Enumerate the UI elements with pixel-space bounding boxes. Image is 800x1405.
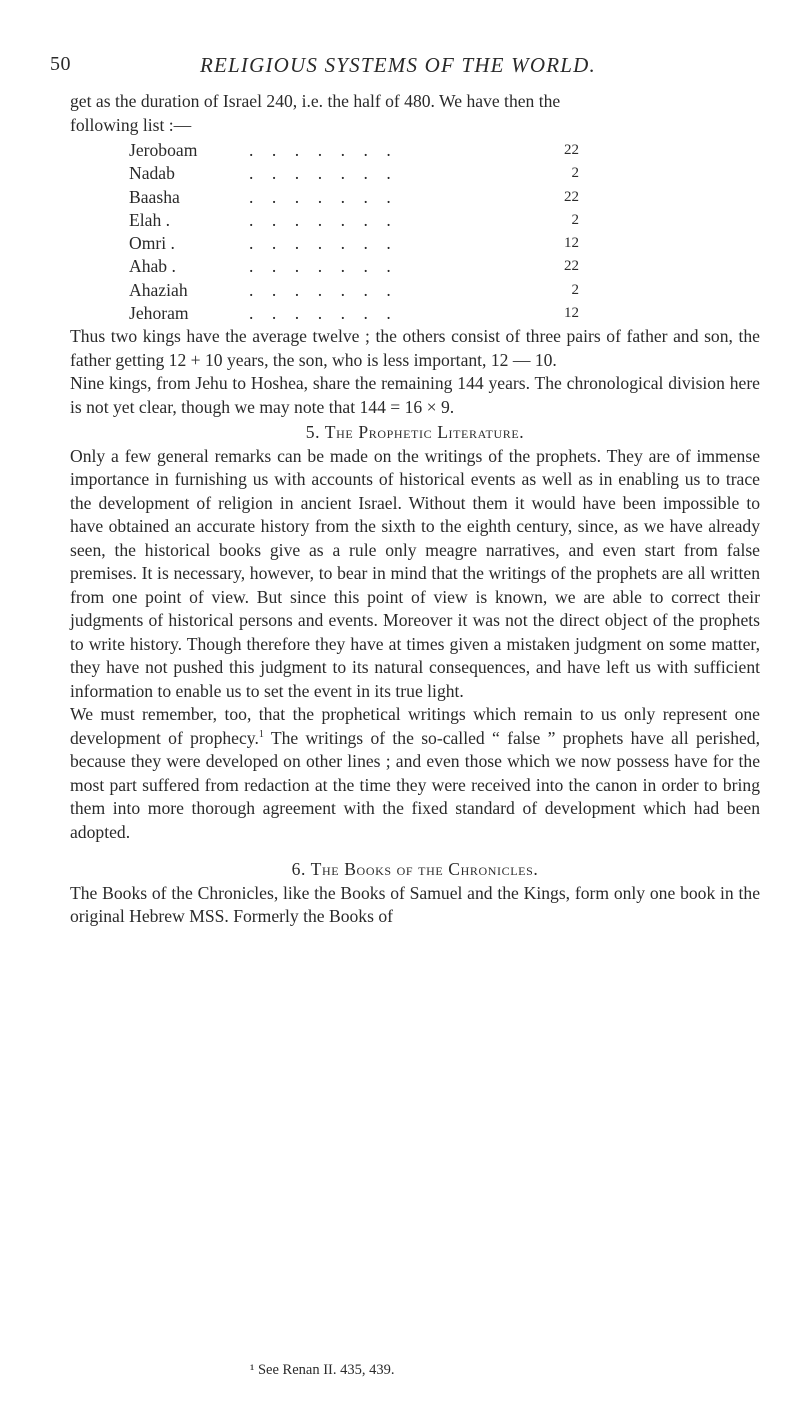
paragraph: The Books of the Chronicles, like the Books of Samuel and the Kings, form only one book in the original Hebrew MSS. Formerly the Books of: [70, 882, 760, 926]
kings-list: [129, 139, 629, 325]
paragraph: Only a few general remarks can be made on the writings of the prophets. They are of immense importance in furnishing us with accounts of historical events as well as in enabling us to trace the development of religion in ancient Israel. Without them it would have been impossible to have obtained an accurate history from the sixth to the eighth century, since, as we have already seen, the historical books give as a rule only meagre narratives, and even start from false premises. It is necessary, however, to bear in mind that the writings of the prophets are all written from one point of view. But since this point of view is known, we are able to correct their judgments of historical persons and events. Moreover it was not the direct object of the prophets to write history. Though therefore they have at times given a mistaken judgment on some matter, they have not pushed this judgment to its natural consequences, and have left us with sufficient information to enable us to set the event in its true light.: [70, 445, 760, 701]
leader-dots: .......: [249, 140, 410, 160]
intro-text: [70, 90, 760, 137]
paragraph: Thus two kings have the average twelve ; the others consist of three pairs of father and son, the father getting 12 + 10 years, the son, who is less important, 12 — 10.: [70, 326, 760, 370]
list-item: [129, 232, 629, 255]
king-name: Jehoram: [129, 303, 189, 324]
footnote-mark: 1: [258, 728, 264, 740]
king-name: Jeroboam: [129, 140, 198, 160]
leader-dots: .......: [249, 233, 410, 254]
king-name: Ahaziah: [129, 279, 188, 300]
leader-dots: .......: [249, 163, 410, 184]
leader-dots: .......: [249, 209, 410, 230]
section-heading-6: 6. The Books of the Chronicles.: [291, 859, 539, 879]
king-years: 22: [564, 188, 579, 205]
list-item: [129, 139, 629, 162]
list-item: [129, 255, 629, 278]
page-number: 50: [50, 53, 71, 75]
footnote: ¹ See Renan II. 435, 439.: [250, 1362, 395, 1378]
leader-dots: .......: [249, 256, 410, 277]
king-years: 22: [564, 142, 579, 158]
king-years: 12: [564, 305, 579, 322]
running-head: RELIGIOUS SYSTEMS OF THE WORLD.: [200, 53, 596, 77]
king-years: 2: [571, 165, 579, 182]
list-item: [129, 209, 629, 232]
intro-line-1: get as the duration of Israel 240, i.e. the half of 480. We have then the: [70, 91, 561, 111]
king-name: Nadab: [129, 163, 175, 184]
page-header: [50, 53, 770, 83]
leader-dots: .......: [249, 279, 410, 300]
list-item: [129, 302, 629, 325]
main-text: [70, 325, 760, 929]
king-years: 12: [564, 235, 579, 252]
king-years: 2: [571, 211, 579, 228]
paragraph-text: The writings of the so-called “ false ” prophets have all perished, because they were developed on other lines ; and even those which we now possess have for the most part suffered from redaction at the time they were received into the canon in order to bring them into more thorough agreement with the fixed standard of development which had been adopted.: [70, 727, 760, 842]
list-item: [129, 162, 629, 185]
section-heading-5: 5. The Prophetic Literature.: [305, 422, 525, 442]
paragraph: Nine kings, from Jehu to Hoshea, share the remaining 144 years. The chronological division here is not yet clear, though we may note that 144 = 16 × 9.: [70, 373, 760, 417]
paragraph-text: We must remember, too, that the prophetical writings which remain to us only represent one development of prophecy.: [70, 704, 760, 748]
king-name: Baasha: [129, 186, 180, 207]
king-years: 2: [571, 281, 579, 298]
leader-dots: .......: [249, 303, 410, 324]
leader-dots: .......: [249, 186, 410, 207]
intro-line-2: following list :—: [70, 114, 192, 135]
list-item: [129, 186, 629, 209]
paragraph: [70, 703, 760, 844]
king-years: 22: [564, 258, 579, 275]
king-name: Elah .: [129, 209, 171, 230]
king-name: Omri .: [129, 233, 175, 254]
king-name: Ahab .: [129, 256, 176, 277]
list-item: [129, 279, 629, 302]
